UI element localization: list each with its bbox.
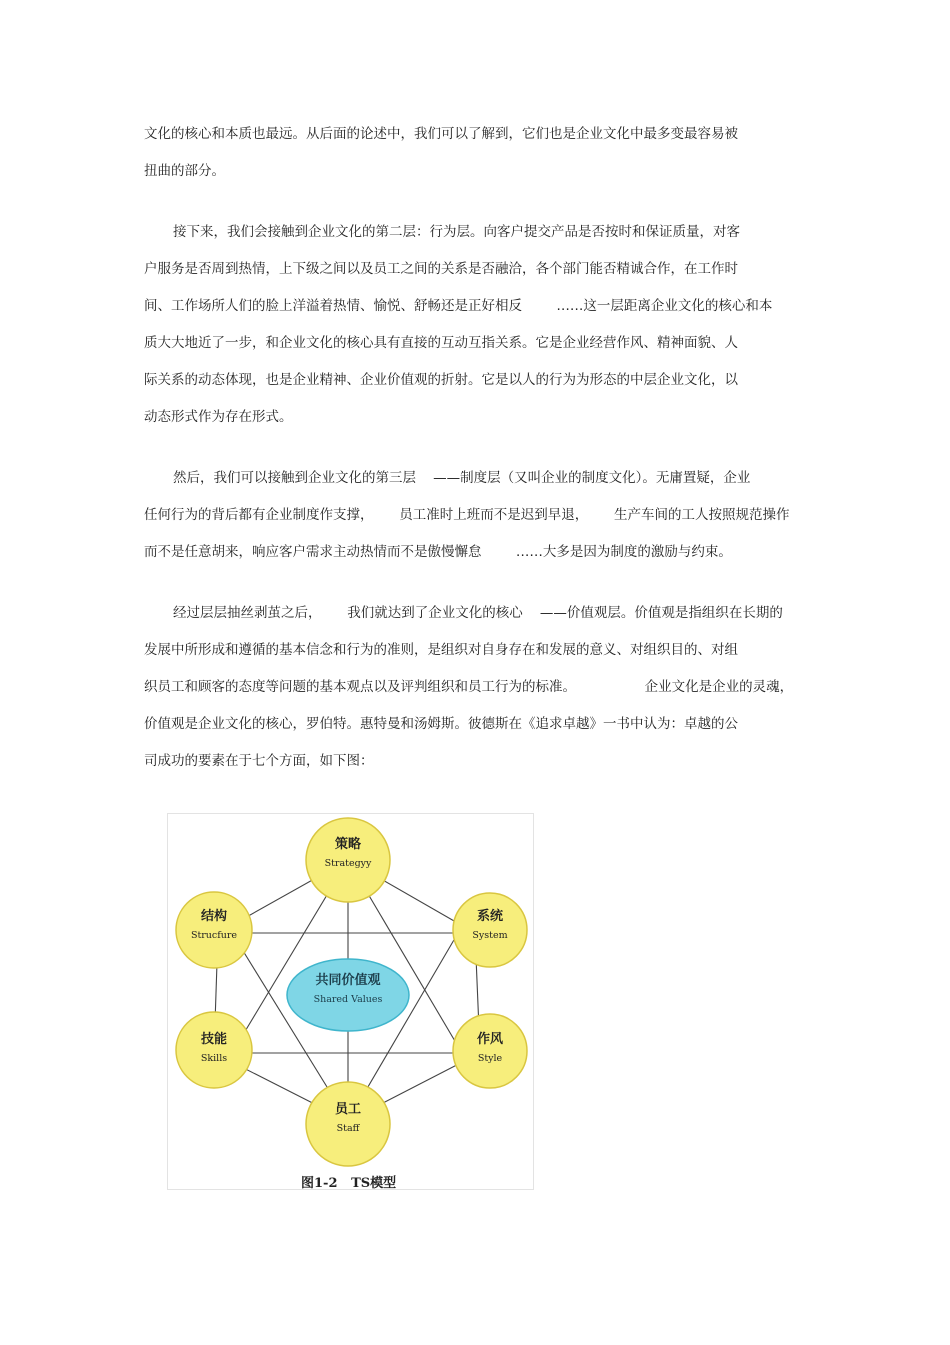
ts-model-diagram (168, 814, 535, 1191)
node-system (453, 893, 527, 967)
svg-text:Staff: Staff (336, 1123, 360, 1134)
svg-text:Style: Style (477, 1053, 503, 1064)
text-line: 扭曲的部分。 (144, 163, 225, 179)
svg-text:策略: 策略 (334, 837, 362, 852)
svg-text:Skills: Skills (200, 1053, 228, 1064)
text-line: 接下来，我们会接触到企业文化的第二层：行为层。向客户提交产品是否按时和保证质量，对客 (173, 224, 740, 240)
svg-text:结构: 结构 (200, 909, 228, 924)
text-line: 经过层层抽丝剥茧之后， 我们就达到了企业文化的核心 ——价值观层。价值观是指组织在长期的 (173, 605, 783, 621)
text-line: 而不是任意胡来，响应客户需求主动热情而不是傲慢懈怠 ……大多是因为制度的激励与约束。 (144, 544, 732, 560)
node-style (453, 1014, 527, 1088)
center-label-en: Shared Values (313, 994, 383, 1005)
text-line: 任何行为的背后都有企业制度作支撑， 员工准时上班而不是迟到早退， 生产车间的工人按照规范操作 (144, 507, 790, 523)
text-line: 然后，我们可以接触到企业文化的第三层 ——制度层（又叫企业的制度文化）。无庸置疑，企业 (173, 470, 751, 486)
svg-text:Strategyy: Strategyy (324, 858, 372, 869)
svg-text:System: System (472, 930, 508, 941)
text-line: 动态形式作为存在形式。 (144, 409, 293, 425)
text-line: 间、工作场所人们的脸上洋溢着热情、愉悦、舒畅还是正好相反 ……这一层距离企业文化的核心和本 (144, 298, 773, 314)
text-line: 质大大地近了一步，和企业文化的核心具有直接的互动互指关系。它是企业经营作风、精神面貌、人 (144, 335, 738, 351)
svg-text:Strucfure: Strucfure (190, 930, 238, 941)
svg-text:员工: 员工 (334, 1102, 362, 1117)
text-line: 织员工和顾客的态度等问题的基本观点以及评判组织和员工行为的标准。 企业文化是企业的灵魂， (144, 679, 794, 695)
node-strategy (306, 818, 390, 902)
text-line: 价值观是企业文化的核心，罗伯特。惠特曼和汤姆斯。彼德斯在《追求卓越》一书中认为：卓越的公 (144, 716, 738, 732)
svg-text:作风: 作风 (476, 1032, 504, 1047)
text-line: 发展中所形成和遵循的基本信念和行为的准则，是组织对自身存在和发展的意义、对组织目的、对组 (144, 642, 738, 658)
text-line: 文化的核心和本质也最远。从后面的论述中，我们可以了解到，它们也是企业文化中最多变最容易被 (144, 126, 738, 142)
node-staff (306, 1082, 390, 1166)
text-line: 户服务是否周到热情，上下级之间以及员工之间的关系是否融洽，各个部门能否精诚合作，在工作时 (144, 261, 738, 277)
center-label-cn: 共同价值观 (315, 973, 381, 988)
text-line: 际关系的动态体现，也是企业精神、企业价值观的折射。它是以人的行为为形态的中层企业文化，以 (144, 372, 738, 388)
svg-text:系统: 系统 (476, 909, 504, 924)
svg-text:技能: 技能 (200, 1032, 228, 1047)
ts-model-figure (167, 813, 534, 1190)
text-line: 司成功的要素在于七个方面，如下图： (144, 753, 374, 769)
node-skills (176, 1012, 252, 1088)
figure-caption: 图1-2 TS模型 (301, 1176, 397, 1191)
node-structure (176, 892, 252, 968)
